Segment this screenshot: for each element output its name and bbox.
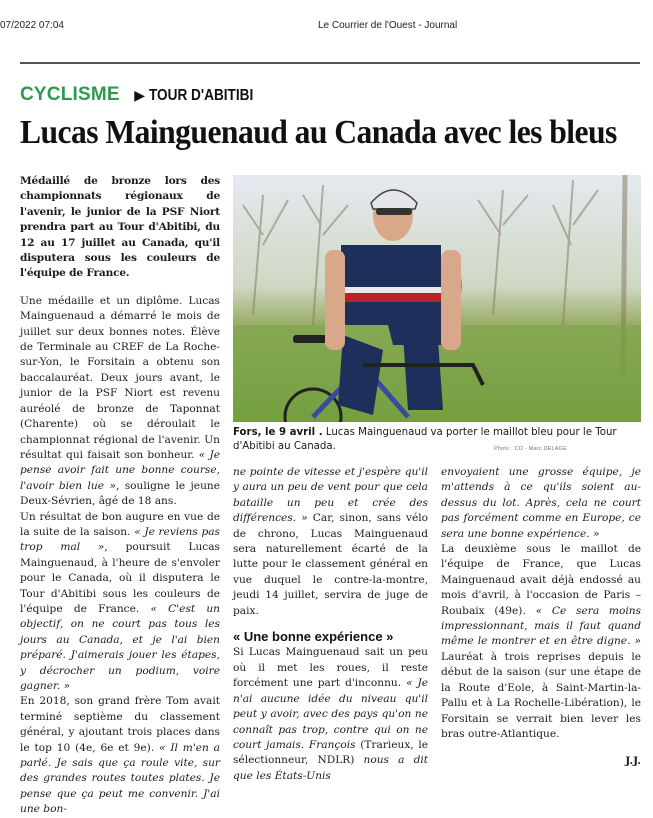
paragraph-text: (Trarieux, le sélectionneur, NDLR) — [233, 738, 428, 767]
article-column-2 — [233, 465, 428, 784]
caption-place-date: Fors, le 9 avril . — [233, 427, 323, 438]
quote-continued: ne pointe de vitesse et j'espère qu'il y aura un peu de vent pour que cela bataille un peu et crée des différences. » — [233, 466, 428, 525]
paragraph — [233, 465, 428, 619]
paragraph — [233, 645, 428, 784]
photo-credit: Photo : CO - Marc DELAGE — [494, 446, 567, 452]
paragraph-text: , poursuit Lucas Mainguenaud, à l'heure de s'envoler pour le Canada, où il disputera le Tour d'Abitibi sous les couleurs de l'équipe de France. — [20, 541, 220, 615]
paragraph-text: Car, sinon, sans vélo de chrono, Lucas Mainguenaud sera naturellement écarté de la lutte pour le classement général en vue duquel le contre-la-montre, jeudi 14 juillet, servira de juge de paix. — [233, 512, 428, 617]
article-subhead: « Une bonne expérience » — [233, 629, 394, 645]
article-headline: Lucas Mainguenaud au Canada avec les bleus — [20, 114, 617, 151]
cyclist-photo-illustration — [233, 175, 641, 422]
quote: « Ce sera moins impressionnant, mais il faut quand même le montrer et en être digne. » — [441, 604, 641, 648]
print-header — [0, 0, 653, 40]
paragraph — [441, 465, 641, 542]
quote: « Je reviens pas trop mal » — [20, 525, 220, 554]
paragraph-text: Si Lucas Mainguenaud sait un peu où il met les roues, il reste forcément une part d'inconnu. — [233, 646, 428, 690]
article-column-3 — [441, 465, 641, 770]
top-divider — [20, 62, 640, 64]
arrow-right-icon: ▶ — [134, 87, 146, 103]
quote: « C'est un objectif, on ne court pas tous les jours au Canada, et je l'ai bien préparé. J'aimerais jouer les étapes, y décrocher un podium, voire gagner. » — [20, 602, 221, 692]
article-column-1 — [20, 174, 220, 818]
photo-caption — [233, 426, 641, 454]
paragraph — [20, 510, 220, 695]
section-label: CYCLISME — [20, 84, 120, 105]
paragraph — [20, 294, 220, 510]
article-photo — [233, 175, 641, 422]
print-source-title: Le Courrier de l'Ouest - Journal — [318, 20, 458, 31]
quote-continued: envoyaient une grosse équipe, je m'attends à ce qu'ils soient au-dessus du lot. Après, cela ne court pas forcément comme en Europe, ce sera une bonne expérience. » — [441, 466, 641, 540]
paragraph-text: En 2018, son grand frère Tom avait terminé septième du classement général, y ajoutant trois places dans le top 10 (4e, 6e et 9e). — [20, 695, 220, 754]
quote: « Il m'en a parlé. Je sais que ça roule vite, sur des grandes routes toutes plates. Je pense que ça peut me convenir. J'ai une bon- — [20, 741, 220, 816]
paragraph-text: Lauréat à trois reprises depuis le début de la saison (sur une étape de la Route d'Eole, à Saint-Martin-la-Pallu et à La Rochelle-Libération), le Forsitain se verrait bien lever les bras outre-Atlantique. — [441, 650, 641, 740]
print-datetime: 07/2022 07:04 — [0, 20, 64, 31]
quote: « Je n'ai aucune idée du niveau qu'il peut y avoir, avec des pays qu'on ne connaît pas trop, contre qui on ne court jamais. François — [233, 677, 428, 751]
paragraph — [441, 542, 641, 742]
topic-label: TOUR D'ABITIBI — [149, 87, 254, 104]
caption-text: Lucas Mainguenaud va porter le maillot bleu pour le Tour d'Abitibi au Canada. — [233, 427, 617, 452]
article-rubric — [20, 84, 272, 106]
quote: nous a dit que les États-Unis — [233, 754, 428, 782]
paragraph-text: La deuxième sous le maillot de l'équipe de France, que Lucas Mainguenaud avait déjà endossé au mois d'avril, à l'occasion de Paris – Roubaix (49e). — [441, 543, 641, 617]
quote: « Je pense avoir fait une bonne course, l'avoir bien lue » — [20, 448, 220, 492]
paragraph-text: , souligne le jeune Deux-Sévrien, âgé de 18 ans. — [20, 479, 220, 508]
article-lead: Médaillé de bronze lors des championnats régionaux de l'avenir, le junior de la PSF Niort prendra part au Tour d'Abitibi, du 12 au 17 juillet au Canada, qu'il disputera sous les couleurs de l'équipe de France. — [20, 175, 220, 280]
paragraph — [20, 694, 220, 817]
paragraph-text: Un résultat de bon augure en vue de la suite de la saison. — [20, 510, 220, 538]
author-signature: J.J. — [625, 755, 641, 768]
paragraph-text: Une médaille et un diplôme. Lucas Mainguenaud a démarré le mois de juillet sur deux bonnes notes. Élève de Terminale au CREF de La Roche-sur-Yon, le Forsitain a obtenu son baccalauréat. Deux jours avant, le junior de la PSF Niort est revenu auréolé de bronze de Taponnat (Charente) où se déroulait le championnat régional de l'avenir. Un résultat qui faisait son bonheur. — [20, 294, 220, 461]
